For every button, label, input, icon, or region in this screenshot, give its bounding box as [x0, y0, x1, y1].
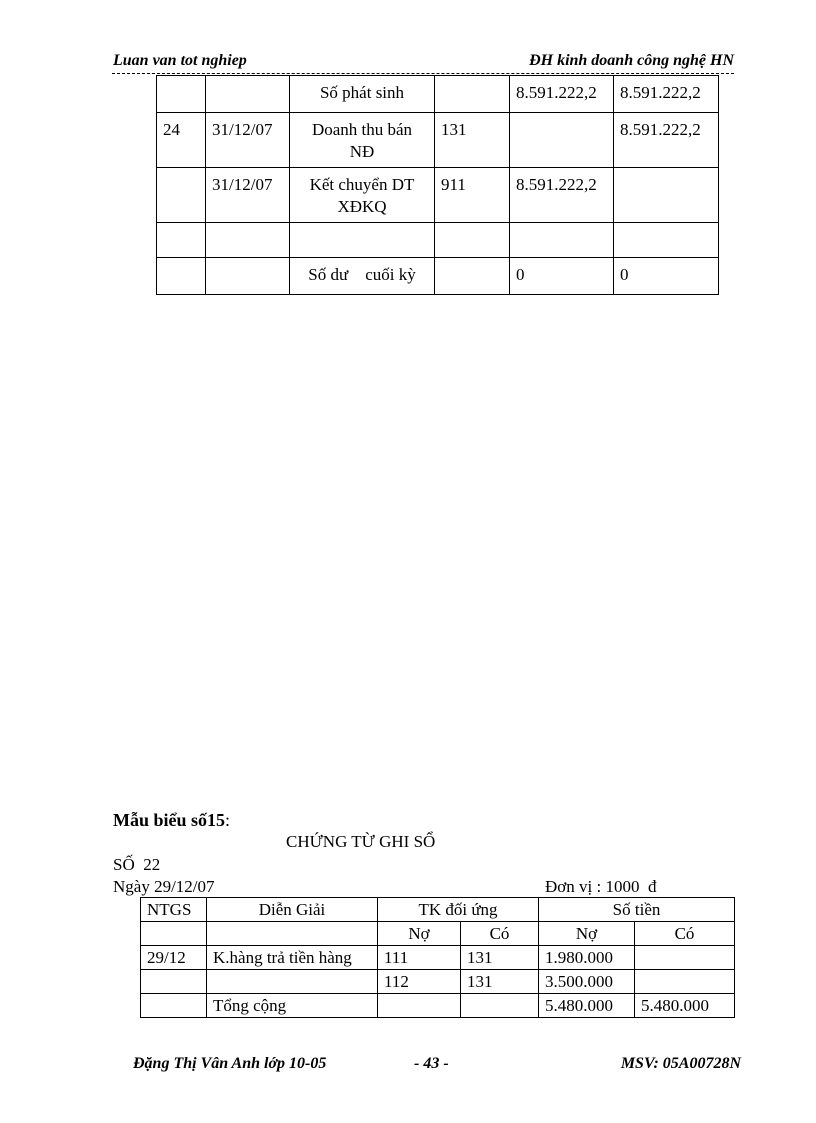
voucher-ntgs: [141, 970, 207, 994]
voucher-st-co: 5.480.000: [635, 994, 735, 1018]
ledger-acct: 131: [435, 113, 510, 168]
ledger-debit: 8.591.222,2: [510, 168, 614, 223]
currency-unit: Đơn vị : 1000 đ: [545, 877, 657, 896]
ledger-acct: [435, 76, 510, 113]
voucher-ntgs: [141, 994, 207, 1018]
ledger-desc: Số dư cuối kỳ: [290, 258, 435, 295]
header-tk-no: Nợ: [378, 922, 461, 946]
voucher-ntgs: 29/12: [141, 946, 207, 970]
ledger-acct: [435, 258, 510, 295]
header-tk-doi-ung: TK đối ứng: [378, 898, 539, 922]
ledger-num: [157, 223, 206, 258]
ledger-table: [156, 75, 719, 295]
ledger-credit: [614, 223, 719, 258]
table-row: [141, 946, 735, 970]
voucher-tk-no: 111: [378, 946, 461, 970]
ledger-acct: [435, 223, 510, 258]
voucher-tk-co: 131: [461, 946, 539, 970]
header-divider: [112, 73, 734, 74]
ledger-date: [206, 258, 290, 295]
table-row: [157, 223, 719, 258]
ledger-debit: [510, 223, 614, 258]
voucher-desc: K.hàng trả tiền hàng: [207, 946, 378, 970]
ledger-debit: [510, 113, 614, 168]
document-title: CHỨNG TỪ GHI SỔ: [286, 832, 436, 851]
page-header-right: ĐH kinh doanh công nghệ HN: [529, 52, 734, 69]
page-header-left: Luan van tot nghiep: [113, 52, 247, 69]
table-row: [157, 76, 719, 113]
table-row: [141, 994, 735, 1018]
header-tk-co: Có: [461, 922, 539, 946]
voucher-desc: [207, 970, 378, 994]
voucher-table: [140, 897, 735, 1018]
document-number: SỐ 22: [113, 855, 161, 874]
ledger-num: [157, 258, 206, 295]
form-label-colon: :: [225, 810, 231, 830]
ledger-desc: Kết chuyển DT XĐKQ: [290, 168, 435, 223]
header-st-co: Có: [635, 922, 735, 946]
voucher-st-no: 3.500.000: [539, 970, 635, 994]
table-subheader-row: [141, 922, 735, 946]
voucher-desc: Tổng cộng: [207, 994, 378, 1018]
ledger-desc: Số phát sinh: [290, 76, 435, 113]
voucher-st-co: [635, 970, 735, 994]
voucher-tk-no: [378, 994, 461, 1018]
ledger-desc: Doanh thu bán NĐ: [290, 113, 435, 168]
ledger-acct: 911: [435, 168, 510, 223]
ledger-num: [157, 76, 206, 113]
table-row: [141, 970, 735, 994]
voucher-tk-co: 131: [461, 970, 539, 994]
table-header-row: [141, 898, 735, 922]
table-row: [157, 258, 719, 295]
ledger-date: [206, 223, 290, 258]
ledger-credit: 8.591.222,2: [614, 113, 719, 168]
voucher-st-co: [635, 946, 735, 970]
ledger-debit: 0: [510, 258, 614, 295]
header-dien-giai: Diễn Giải: [207, 898, 378, 922]
ledger-num: 24: [157, 113, 206, 168]
ledger-credit: 8.591.222,2: [614, 76, 719, 113]
header-so-tien: Số tiền: [539, 898, 735, 922]
voucher-st-no: 1.980.000: [539, 946, 635, 970]
voucher-st-no: 5.480.000: [539, 994, 635, 1018]
voucher-tk-no: 112: [378, 970, 461, 994]
header-st-no: Nợ: [539, 922, 635, 946]
ledger-desc: [290, 223, 435, 258]
table-row: [157, 113, 719, 168]
voucher-tk-co: [461, 994, 539, 1018]
ledger-date: [206, 76, 290, 113]
form-label: [113, 810, 230, 831]
ledger-credit: [614, 168, 719, 223]
header-blank: [141, 922, 207, 946]
table-row: [157, 168, 719, 223]
footer-page-number: - 43 -: [414, 1055, 449, 1072]
document-date: Ngày 29/12/07: [113, 877, 215, 896]
footer-student-id: MSV: 05A00728N: [620, 1055, 741, 1072]
ledger-date: 31/12/07: [206, 113, 290, 168]
header-ntgs: NTGS: [141, 898, 207, 922]
form-label-bold: Mẫu biểu số15: [113, 810, 226, 830]
ledger-date: 31/12/07: [206, 168, 290, 223]
ledger-num: [157, 168, 206, 223]
ledger-credit: 0: [614, 258, 719, 295]
header-blank: [207, 922, 378, 946]
ledger-debit: 8.591.222,2: [510, 76, 614, 113]
footer-author: Đặng Thị Vân Anh lớp 10-05: [133, 1055, 327, 1072]
